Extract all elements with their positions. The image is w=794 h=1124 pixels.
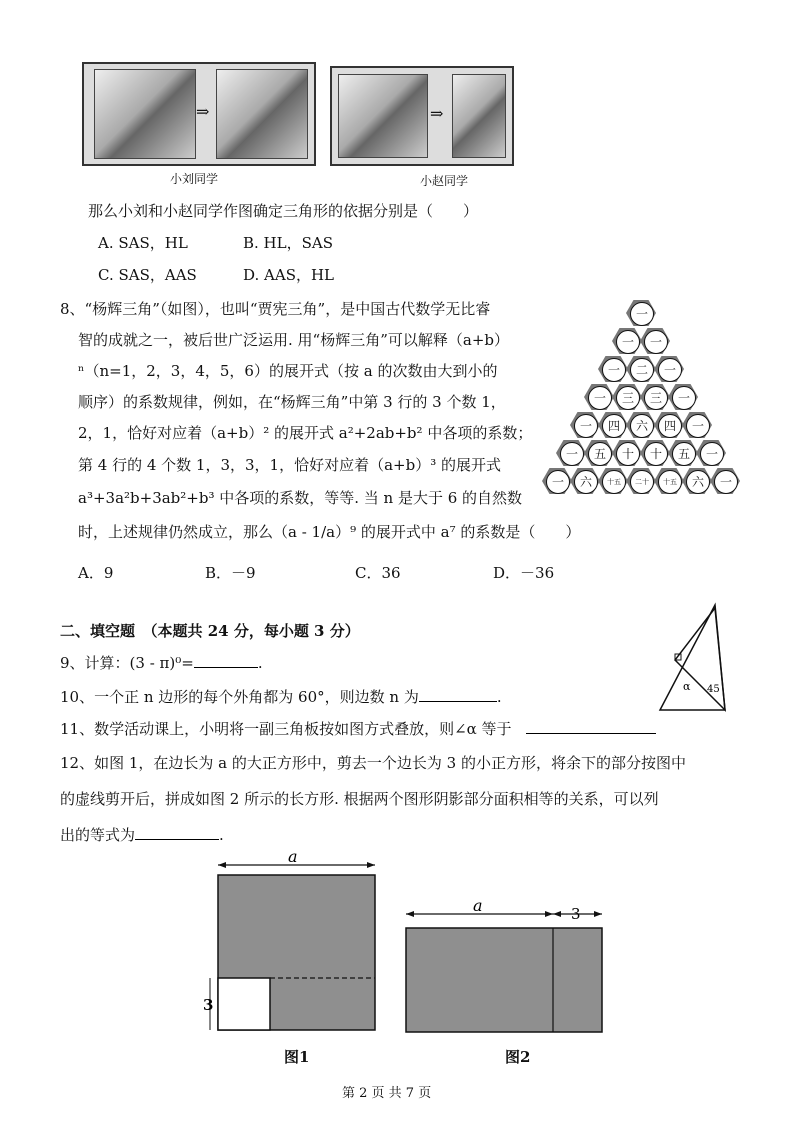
fig1-caption: 图1 <box>284 1048 310 1066</box>
triangle-cell: 五 <box>588 442 612 466</box>
q11-text: 11、数学活动课上，小明将一副三角板按如图方式叠放，则∠α 等于 <box>60 720 512 738</box>
triangle-cell: 一 <box>546 470 570 494</box>
xiaoliu-photo-frame <box>82 62 316 166</box>
xiaoliu-photo-right <box>216 69 308 159</box>
q8-option-b: B．－9 <box>205 564 256 582</box>
xiaoliu-caption: 小刘同学 <box>170 172 219 186</box>
arrow-icon: ⇒ <box>430 104 444 123</box>
triangle-cell: 一 <box>560 442 584 466</box>
figure-2 <box>398 898 608 1038</box>
triangle-cell: 一 <box>714 470 738 494</box>
triangle-cell: 六 <box>630 414 654 438</box>
q9 <box>60 652 263 673</box>
q7-stem: 那么小刘和小赵同学作图确定三角形的依据分别是（ ） <box>88 202 479 220</box>
q10-end: . <box>496 688 502 706</box>
triangle-cell: 十五 <box>658 470 682 494</box>
q12-text: 出的等式为 <box>60 826 136 844</box>
section2-title: 二、填空题 （本题共 24 分，每小题 3 分） <box>60 622 360 640</box>
q11 <box>60 718 656 739</box>
triangle-cell: 一 <box>574 414 598 438</box>
triangle-cell: 二 <box>630 358 654 382</box>
xiaozhao-caption: 小赵同学 <box>420 174 469 188</box>
q8-option-c: C．36 <box>355 564 401 582</box>
triangle-cell: 一 <box>616 330 640 354</box>
q12-end: . <box>219 826 224 844</box>
q8-line-2: 智的成就之一，被后世广泛运用. 用“杨辉三角”可以解释（a+b） <box>78 331 509 349</box>
triangle-cell: 一 <box>658 358 682 382</box>
q9-text: 9、计算：(3 - π)⁰= <box>60 654 194 672</box>
q9-answer-blank[interactable] <box>194 667 258 668</box>
triangle-cell: 二十 <box>630 470 654 494</box>
triangle-cell: 三 <box>616 386 640 410</box>
q8-line-6: 第 4 行的 4 个数 1，3，3，1，恰好对应着（a+b）³ 的展开式 <box>78 456 501 474</box>
q7-option-a: A. SAS，HL <box>98 234 188 252</box>
triangle-cell: 十五 <box>602 470 626 494</box>
triangle-cell: 四 <box>602 414 626 438</box>
triangle-cell: 一 <box>672 386 696 410</box>
fig2-caption: 图2 <box>505 1048 531 1066</box>
triangle-cell: 五 <box>672 442 696 466</box>
q12-line-2: 的虚线剪开后，拼成如图 2 所示的长方形. 根据两个图形阴影部分面积相等的关系，可以列 <box>60 790 659 808</box>
fig1-a-label: a <box>288 850 298 866</box>
fig2-a-label: a <box>473 898 483 915</box>
triangle-cell: 四 <box>658 414 682 438</box>
triangle-cell: 六 <box>574 470 598 494</box>
q7-option-d: D. AAS，HL <box>243 266 335 284</box>
q8-line-8: 时，上述规律仍然成立，那么（a - 1/a）⁹ 的展开式中 a⁷ 的系数是（ ） <box>78 523 581 541</box>
q8-line-7: a³+3a²b+3ab²+b³ 中各项的系数，等等. 当 n 是大于 6 的自然数 <box>78 489 523 507</box>
q8-line-4: 顺序）的系数规律，例如，在“杨辉三角”中第 3 行的 3 个数 1， <box>78 393 506 411</box>
set-square-figure <box>655 600 735 720</box>
triangle-cell: 一 <box>588 386 612 410</box>
q11-answer-blank[interactable] <box>526 733 656 734</box>
q12-line-1: 12、如图 1，在边长为 a 的大正方形中，剪去一个边长为 3 的小正方形，将余下的部分按图中 <box>60 754 686 772</box>
triangle-cell: 十 <box>644 442 668 466</box>
q12-line-3 <box>60 824 224 845</box>
triangle-cell: 一 <box>644 330 668 354</box>
q12-answer-blank[interactable] <box>135 839 219 840</box>
q7-option-c: C. SAS，AAS <box>98 266 197 284</box>
angle-45-label: 45 <box>707 684 720 695</box>
q10-text: 10、一个正 n 边形的每个外角都为 60°，则边数 n 为 <box>60 688 419 706</box>
page-footer: 第 2 页 共 7 页 <box>342 1086 432 1101</box>
q7-option-b: B. HL，SAS <box>243 234 333 252</box>
triangle-cell: 一 <box>700 442 724 466</box>
xiaozhao-photo-right <box>452 74 506 158</box>
xiaozhao-photo-left <box>338 74 428 158</box>
triangle-cell: 一 <box>686 414 710 438</box>
q8-line-5: 2，1，恰好对应着（a+b）² 的展开式 a²+2ab+b² 中各项的系数； <box>78 424 533 442</box>
xiaoliu-photo-left <box>94 69 196 159</box>
xiaozhao-photo-frame <box>330 66 514 166</box>
figure-1 <box>200 850 380 1040</box>
q9-end: . <box>257 654 263 672</box>
triangle-cell: 六 <box>686 470 710 494</box>
q8-option-a: A．9 <box>78 564 114 582</box>
fig1-side-label: 3 <box>203 996 214 1014</box>
q8-line-1: 8、“杨辉三角”（如图），也叫“贾宪三角”，是中国古代数学无比睿 <box>60 300 491 318</box>
triangle-cell: 一 <box>602 358 626 382</box>
triangle-cell: 十 <box>616 442 640 466</box>
triangle-cell: 三 <box>644 386 668 410</box>
q8-line-3: ⁿ（n=1，2，3，4，5，6）的展开式（按 a 的次数由大到小的 <box>78 362 498 380</box>
q8-option-d: D．－36 <box>493 564 555 582</box>
fig2-side-label: 3 <box>571 905 581 923</box>
q10 <box>60 686 502 707</box>
yanghui-triangle <box>540 302 740 502</box>
q10-answer-blank[interactable] <box>419 701 497 702</box>
alpha-label: α <box>683 680 691 693</box>
arrow-icon: ⇒ <box>196 102 210 121</box>
triangle-cell: 一 <box>630 302 654 326</box>
